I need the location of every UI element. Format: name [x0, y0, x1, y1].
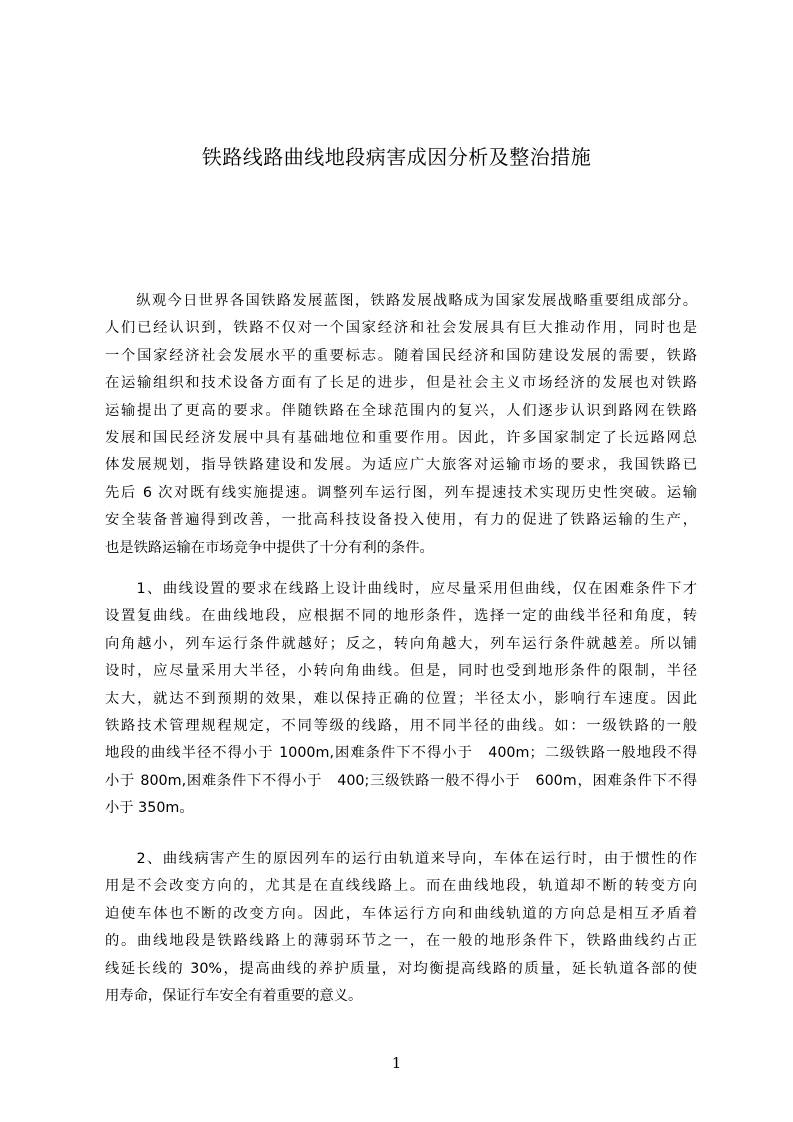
- paragraph-line: 2、曲线病害产生的原因列车的运行由轨道来导向，车体在运行时，由于惯性的作: [105, 851, 697, 867]
- paragraph-line: 发展和国民经济发展中具有基础地位和重要作用。因此，许多国家制定了长远路网总: [105, 429, 697, 446]
- paragraph-line: 小于 350m。: [105, 800, 194, 817]
- paragraph-line: 用是不会改变方向的，尤其是在直线线路上。而在曲线地段，轨道却不断的转变方向: [105, 878, 697, 895]
- paragraph-line: 在运输组织和技术设备方面有了长足的进步，但是社会主义市场经济的发展也对铁路: [105, 375, 697, 392]
- paragraph-line: 运输提出了更高的要求。伴随铁路在全球范围内的复兴，人们逐步认识到路网在铁路: [105, 402, 697, 419]
- paragraph-line: 一个国家经济社会发展水平的重要标志。随着国民经济和国防建设发展的需要，铁路: [105, 347, 697, 364]
- document-title: 铁路线路曲线地段病害成因分析及整治措施: [201, 145, 592, 169]
- paragraph-line: 人们已经认识到，铁路不仅对一个国家经济和社会发展具有巨大推动作用，同时也是: [105, 320, 697, 337]
- paragraph-line: 安全装备普遍得到改善，一批高科技设备投入使用，有力的促进了铁路运输的生产，: [105, 512, 697, 529]
- paragraph-line: 先后 6 次对既有线实施提速。调整列车运行图，列车提速技术实现历史性突破。运输: [105, 484, 697, 501]
- paragraph-line: 体发展规划，指导铁路建设和发展。为适应广大旅客对运输市场的要求，我国铁路已: [105, 457, 697, 474]
- paragraph-line: 也是铁路运输在市场竞争中提供了十分有利的条件。: [105, 539, 434, 556]
- page-number: 1: [391, 1054, 402, 1072]
- paragraph-line: 1、曲线设置的要求在线路上设计曲线时，应尽量采用但曲线，仅在困难条件下才: [105, 581, 697, 597]
- paragraph-line: 的。曲线地段是铁路线路上的薄弱环节之一，在一般的地形条件下，铁路曲线约占正: [105, 933, 697, 950]
- paragraph-line: 太大，就达不到预期的效果，难以保持正确的位置；半径太小，影响行车速度。因此: [105, 690, 697, 707]
- paragraph-line: 铁路技术管理规程规定，不同等级的线路，用不同半径的曲线。如：一级铁路的一般: [105, 717, 697, 734]
- paragraph-line: 用寿命，保证行车安全有着重要的意义。: [105, 987, 363, 1004]
- paragraph-curve-defect-causes: [105, 846, 697, 1010]
- paragraph-line: 设时，应尽量采用大半径，小转向角曲线。但是，同时也受到地形条件的限制，半径: [105, 663, 697, 680]
- paragraph-line: 纵观今日世界各国铁路发展蓝图，铁路发展战略成为国家发展战略重要组成部分。: [105, 293, 697, 309]
- paragraph-line: 向角越小，列车运行条件就越好；反之，转向角越大，列车运行条件就越差。所以铺: [105, 635, 697, 652]
- paragraph-curve-requirements: [105, 576, 697, 823]
- paragraph-line: 设置复曲线。在曲线地段，应根据不同的地形条件，选择一定的曲线半径和角度，转: [105, 608, 697, 625]
- paragraph-line: 线延长线的 30%，提高曲线的养护质量，对均衡提高线路的质量，延长轨道各部的使: [105, 960, 697, 977]
- paragraph-intro: [105, 288, 697, 562]
- paragraph-line: 小于 800m,困难条件下不得小于 400;三级铁路一般不得小于 600m，困难条件下不得: [105, 772, 697, 789]
- paragraph-line: 地段的曲线半径不得小于 1000m,困难条件下不得小于 400m；二级铁路一般地段不得: [105, 745, 697, 762]
- paragraph-line: 迫使车体也不断的改变方向。因此，车体运行方向和曲线轨道的方向总是相互矛盾着: [105, 905, 697, 922]
